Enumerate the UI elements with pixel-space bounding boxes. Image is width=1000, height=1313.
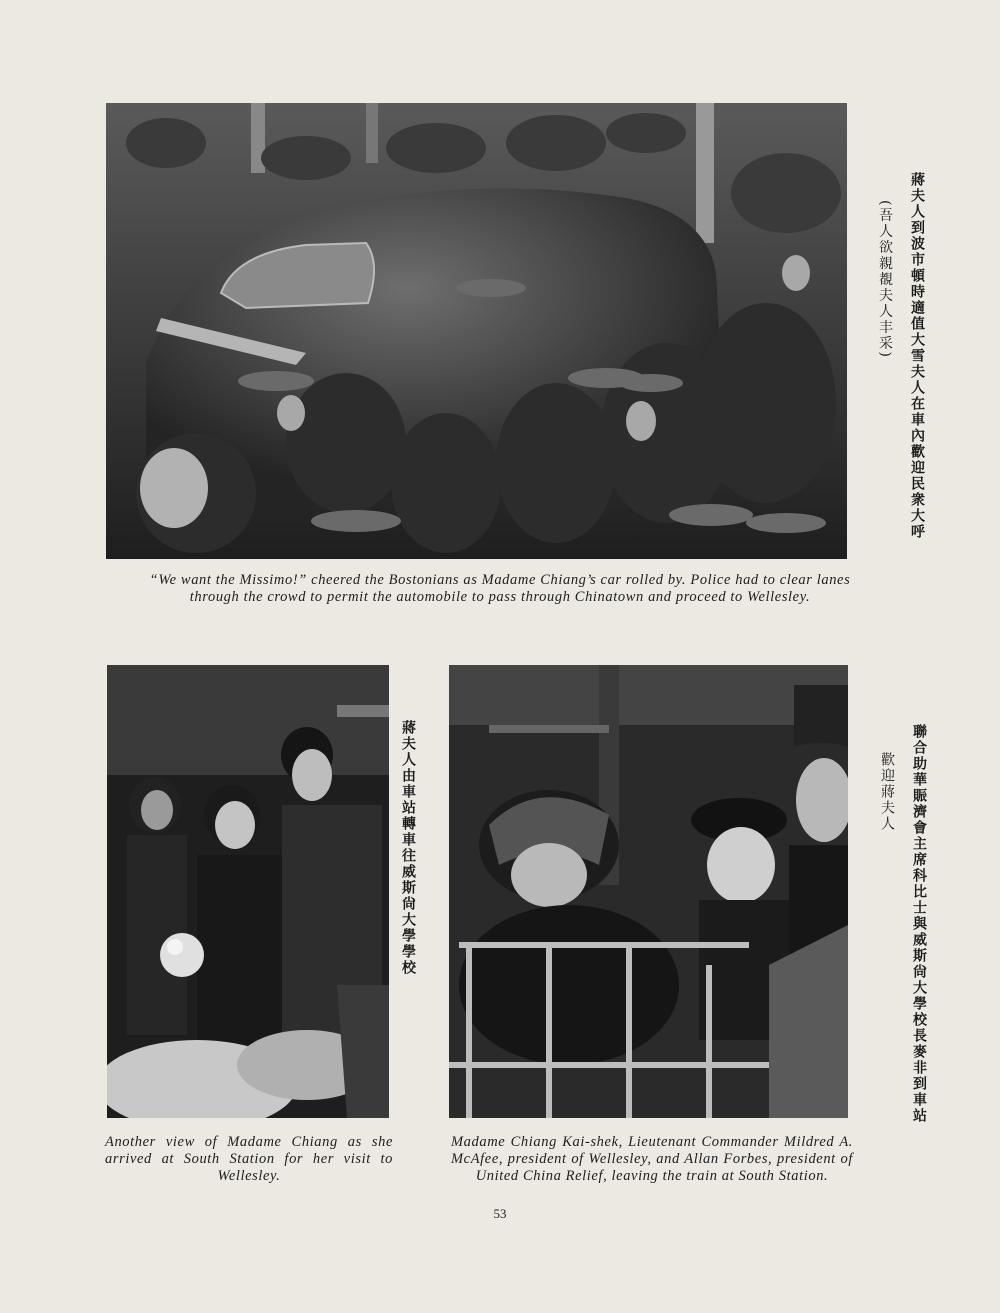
top-photo-chinese-subcaption: (吾人欲親覩夫人丰采) (877, 200, 893, 359)
right-photo-chinese-caption: 聯合助華賑濟會主席科比士與威斯尙大學校長麥非到車站 (911, 724, 927, 1124)
crowd-car-photo (106, 103, 847, 559)
top-photo-caption-line-1: “We want the Missimo!” cheered the Bostonians as Madame Chiang’s car rolled by. Police had to clear lanes (149, 572, 851, 588)
right-photo-caption: Madame Chiang Kai-shek, Lieutenant Commander Mildred A. McAfee, president of Wellesley, and Allan Forbes, president of United China Relief, leaving the train at South Station. (451, 1134, 853, 1184)
right-photo-chinese-subcaption: 歡迎蔣夫人 (879, 752, 895, 832)
top-photo-caption (60, 572, 940, 606)
left-photo-caption: Another view of Madame Chiang as she arrived at South Station for her visit to Wellesley. (105, 1134, 393, 1184)
left-photo-chinese-caption: 蔣夫人由車站轉車往威斯尙大學學校 (400, 720, 416, 976)
top-photo-chinese-caption: 蔣夫人到波市頓時適值大雪夫人在車內歡迎民衆大呼 (909, 172, 925, 540)
madame-chiang-station-photo (107, 665, 389, 1118)
top-photo-caption-line-2: through the crowd to permit the automobile to pass through Chinatown and proceed to Wellesley. (189, 589, 811, 605)
page-number: 53 (493, 1206, 507, 1221)
leaving-train-photo (449, 665, 848, 1118)
